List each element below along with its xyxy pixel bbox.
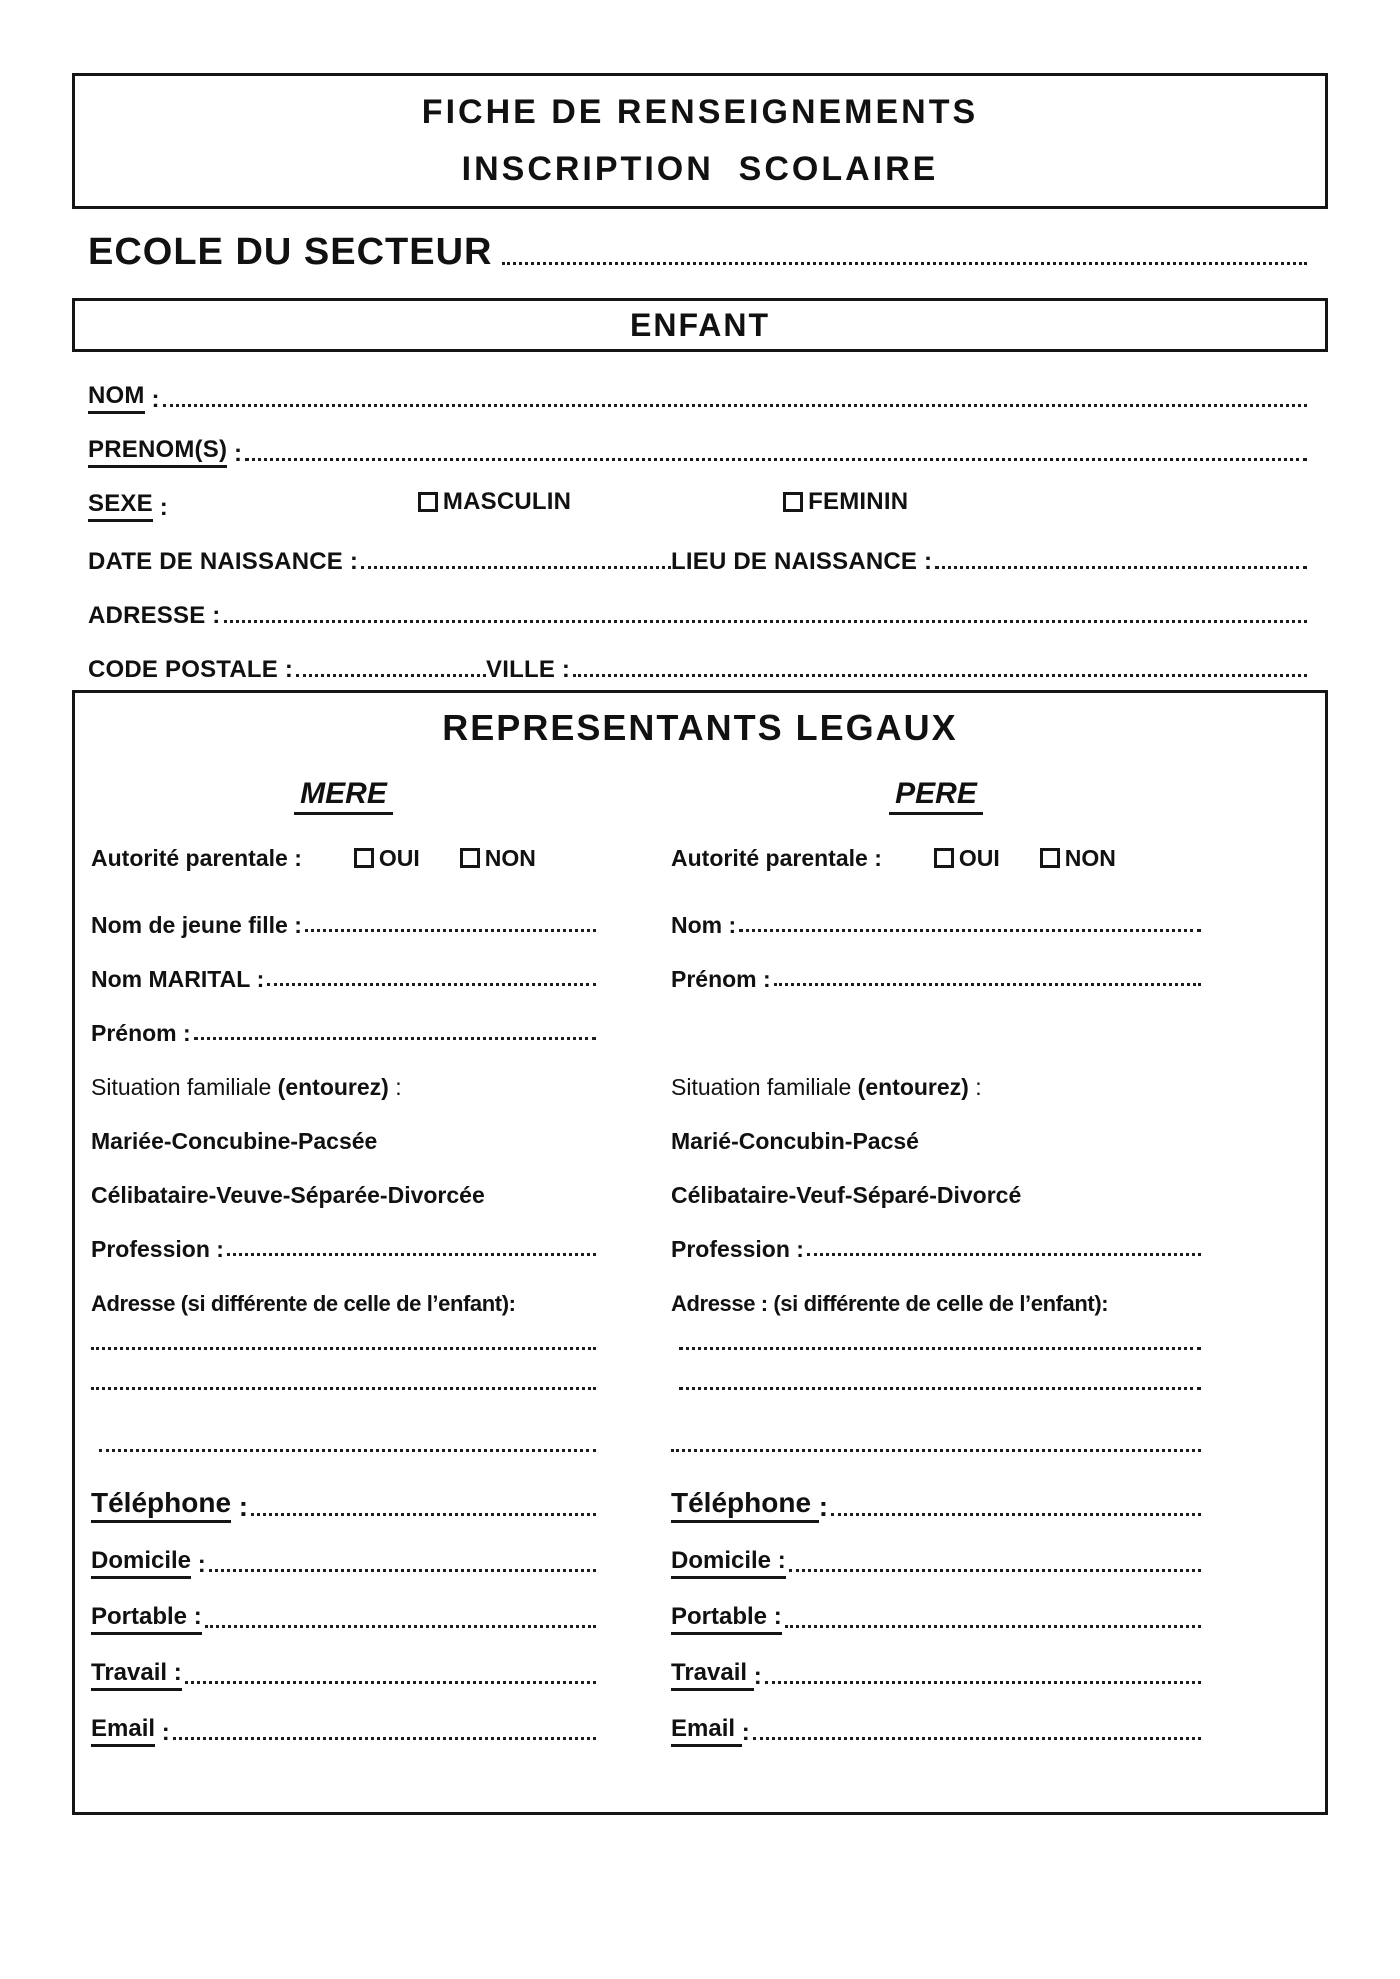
mother-heading xyxy=(91,777,596,819)
code-postale-fill-line[interactable] xyxy=(296,674,486,677)
date-naissance-label: DATE DE NAISSANCE : xyxy=(88,548,359,575)
father-profession-fill-line[interactable] xyxy=(807,1253,1201,1256)
father-adresse-line2 xyxy=(671,1357,1201,1397)
father-row-nom xyxy=(671,885,1201,939)
nom-colon: : xyxy=(144,386,160,413)
mother-email-colon: : xyxy=(155,1719,170,1746)
sexe-label: SEXE xyxy=(88,490,153,522)
nom-label: NOM xyxy=(88,382,145,414)
feminin-checkbox-icon[interactable] xyxy=(783,492,803,512)
father-situation-entourez: (entourez) xyxy=(857,1074,969,1100)
mother-row-situation xyxy=(91,1047,596,1101)
adresse-label: ADRESSE : xyxy=(88,602,221,629)
mother-situation-entourez: (entourez) xyxy=(277,1074,389,1100)
father-nom-label: Nom : xyxy=(671,912,737,938)
mother-domicile-label: Domicile xyxy=(91,1547,191,1579)
father-portable-label: Portable : xyxy=(671,1603,782,1635)
ville-label: VILLE : xyxy=(486,656,571,683)
father-column xyxy=(671,777,1201,1747)
father-row-travail xyxy=(671,1635,1201,1691)
mother-column xyxy=(91,777,596,1747)
row-code-postale xyxy=(88,630,1307,684)
father-row-prenom xyxy=(671,939,1201,993)
father-travail-colon: : xyxy=(753,1663,762,1690)
father-domicile-fill-line[interactable] xyxy=(789,1569,1201,1572)
mother-prenom-fill-line[interactable] xyxy=(194,1037,596,1040)
mother-email-label: Email xyxy=(91,1715,155,1747)
form-title-line1: FICHE DE RENSEIGNEMENTS xyxy=(421,93,979,132)
mother-row-travail xyxy=(91,1635,596,1691)
mother-oui-label: OUI xyxy=(378,844,420,871)
prenom-label: PRENOM(S) xyxy=(88,436,227,468)
father-travail-fill-line[interactable] xyxy=(765,1681,1201,1684)
legal-columns xyxy=(75,749,1325,1747)
father-adresse-note: Adresse : (si différente de celle de l’enfant): xyxy=(671,1291,1109,1316)
father-situation-colon: : xyxy=(968,1074,982,1100)
father-row-autorite xyxy=(671,831,1201,885)
adresse-fill-line[interactable] xyxy=(224,620,1308,623)
mother-portable-fill-line[interactable] xyxy=(205,1625,596,1628)
prenom-fill-line[interactable] xyxy=(245,458,1307,461)
mother-domicile-colon: : xyxy=(191,1551,206,1578)
father-telephone-label: Téléphone xyxy=(671,1487,819,1523)
father-telephone-colon: : xyxy=(818,1491,829,1522)
row-naissance xyxy=(88,522,1307,576)
mother-row-nom-marital xyxy=(91,939,596,993)
school-sector-label: ECOLE DU SECTEUR xyxy=(88,231,493,273)
father-autorite-oui-option[interactable] xyxy=(934,845,1000,872)
date-naissance-fill-line[interactable] xyxy=(361,566,671,569)
father-non-checkbox-icon[interactable] xyxy=(1040,848,1060,868)
father-adresse-line1 xyxy=(671,1317,1201,1357)
father-autorite-label: Autorité parentale : xyxy=(671,844,882,871)
mother-adresse-note: Adresse (si différente de celle de l’enfant): xyxy=(91,1291,516,1316)
mother-telephone-fill-line[interactable] xyxy=(251,1513,596,1516)
mother-row-email xyxy=(91,1691,596,1747)
father-situation-label: Situation familiale xyxy=(671,1074,858,1100)
father-oui-checkbox-icon[interactable] xyxy=(934,848,954,868)
father-email-label: Email xyxy=(671,1715,742,1747)
father-row-status2 xyxy=(671,1155,1201,1209)
father-profession-label: Profession : xyxy=(671,1236,804,1262)
sexe-feminin-option[interactable] xyxy=(783,488,908,516)
mother-status-line2: Célibataire-Veuve-Séparée-Divorcée xyxy=(91,1182,485,1208)
mother-row-domicile xyxy=(91,1523,596,1579)
feminin-label: FEMININ xyxy=(808,488,909,515)
father-row-domicile xyxy=(671,1523,1201,1579)
mother-status-line1: Mariée-Concubine-Pacsée xyxy=(91,1128,378,1154)
mother-row-autorite xyxy=(91,831,596,885)
mother-adresse-line3 xyxy=(91,1419,596,1459)
father-status-line2: Célibataire-Veuf-Séparé-Divorcé xyxy=(671,1182,1022,1208)
mother-adresse-line1 xyxy=(91,1317,596,1357)
father-heading-text: PERE xyxy=(889,777,983,815)
father-oui-label: OUI xyxy=(958,844,1000,871)
father-adresse-fill-line3[interactable] xyxy=(671,1419,1201,1452)
sexe-colon: : xyxy=(152,494,168,521)
father-autorite-non-option[interactable] xyxy=(1040,845,1116,872)
father-adresse-fill-line2[interactable] xyxy=(679,1357,1201,1390)
mother-adresse-line2 xyxy=(91,1357,596,1397)
father-row-profession xyxy=(671,1209,1201,1263)
mother-nom-marital-fill-line[interactable] xyxy=(267,983,596,986)
mother-row-profession xyxy=(91,1209,596,1263)
mother-prenom-label: Prénom : xyxy=(91,1020,191,1046)
child-section-title: ENFANT xyxy=(630,306,770,343)
father-row-status1 xyxy=(671,1101,1201,1155)
mother-heading-text: MERE xyxy=(294,777,393,815)
ville-fill-line[interactable] xyxy=(573,674,1307,677)
mother-telephone-label: Téléphone xyxy=(91,1487,231,1523)
father-status-line1: Marié-Concubin-Pacsé xyxy=(671,1128,919,1154)
father-heading xyxy=(671,777,1201,819)
lieu-naissance-label: LIEU DE NAISSANCE : xyxy=(671,548,933,575)
mother-autorite-label: Autorité parentale : xyxy=(91,844,302,871)
mother-row-status2 xyxy=(91,1155,596,1209)
father-row-adresse-note xyxy=(671,1263,1201,1317)
father-telephone-fill-line[interactable] xyxy=(831,1513,1201,1516)
mother-adresse-fill-line1[interactable] xyxy=(91,1317,596,1350)
mother-adresse-fill-line3[interactable] xyxy=(99,1419,596,1452)
father-adresse-fill-line1[interactable] xyxy=(679,1317,1201,1350)
mother-autorite-non-option[interactable] xyxy=(460,845,536,872)
school-sector-fill-line[interactable] xyxy=(502,262,1307,265)
father-row-situation xyxy=(671,1047,1201,1101)
mother-row-prenom xyxy=(91,993,596,1047)
row-sexe xyxy=(88,468,1307,522)
mother-situation-label: Situation familiale xyxy=(91,1074,278,1100)
father-email-colon: : xyxy=(741,1719,750,1746)
mother-row-portable xyxy=(91,1579,596,1635)
father-row-email xyxy=(671,1691,1201,1747)
form-title-line2: INSCRIPTION SCOLAIRE xyxy=(461,149,939,188)
mother-row-status1 xyxy=(91,1101,596,1155)
mother-oui-checkbox-icon[interactable] xyxy=(354,848,374,868)
row-prenom xyxy=(88,414,1307,468)
mother-row-telephone xyxy=(91,1459,596,1523)
school-sector-row xyxy=(88,226,1307,274)
masculin-label: MASCULIN xyxy=(442,488,572,515)
father-prenom-fill-line[interactable] xyxy=(774,983,1201,986)
mother-autorite-oui-option[interactable] xyxy=(354,845,420,872)
father-prenom-label: Prénom : xyxy=(671,966,771,992)
mother-adresse-fill-line2[interactable] xyxy=(91,1357,596,1390)
legal-guardians-box xyxy=(72,690,1328,1815)
legal-section-title: REPRESENTANTS LEGAUX xyxy=(442,707,958,748)
row-nom xyxy=(88,360,1307,414)
father-email-fill-line[interactable] xyxy=(753,1737,1201,1740)
row-adresse xyxy=(88,576,1307,630)
father-domicile-label: Domicile : xyxy=(671,1547,786,1579)
lieu-naissance-fill-line[interactable] xyxy=(935,566,1307,569)
mother-telephone-colon: : xyxy=(231,1491,249,1522)
mother-travail-label: Travail : xyxy=(91,1659,182,1691)
mother-non-checkbox-icon[interactable] xyxy=(460,848,480,868)
mother-nom-jeune-fille-fill-line[interactable] xyxy=(305,929,596,932)
mother-profession-label: Profession : xyxy=(91,1236,224,1262)
masculin-checkbox-icon[interactable] xyxy=(418,492,438,512)
child-section-bar xyxy=(72,298,1328,352)
mother-portable-label: Portable : xyxy=(91,1603,202,1635)
father-travail-label: Travail xyxy=(671,1659,754,1691)
mother-nom-marital-label: Nom MARITAL : xyxy=(91,966,265,992)
mother-row-nom-jeune-fille xyxy=(91,885,596,939)
form-title-box xyxy=(72,73,1328,209)
father-adresse-line3 xyxy=(671,1419,1201,1459)
prenom-colon: : xyxy=(227,440,243,467)
father-blank-row xyxy=(671,993,1201,1047)
mother-row-adresse-note xyxy=(91,1263,596,1317)
mother-non-label: NON xyxy=(484,844,536,871)
father-non-label: NON xyxy=(1064,844,1116,871)
father-portable-fill-line[interactable] xyxy=(785,1625,1201,1628)
father-nom-fill-line[interactable] xyxy=(739,929,1201,932)
child-fields xyxy=(88,360,1307,684)
code-postale-label: CODE POSTALE : xyxy=(88,656,294,683)
mother-situation-colon: : xyxy=(388,1074,402,1100)
mother-travail-fill-line[interactable] xyxy=(185,1681,596,1684)
mother-nom-jeune-fille-label: Nom de jeune fille : xyxy=(91,912,302,938)
nom-fill-line[interactable] xyxy=(163,404,1307,407)
mother-domicile-fill-line[interactable] xyxy=(209,1569,596,1572)
father-row-telephone xyxy=(671,1459,1201,1523)
mother-profession-fill-line[interactable] xyxy=(227,1253,596,1256)
sexe-masculin-option[interactable] xyxy=(418,488,571,516)
father-row-portable xyxy=(671,1579,1201,1635)
mother-email-fill-line[interactable] xyxy=(173,1737,596,1740)
